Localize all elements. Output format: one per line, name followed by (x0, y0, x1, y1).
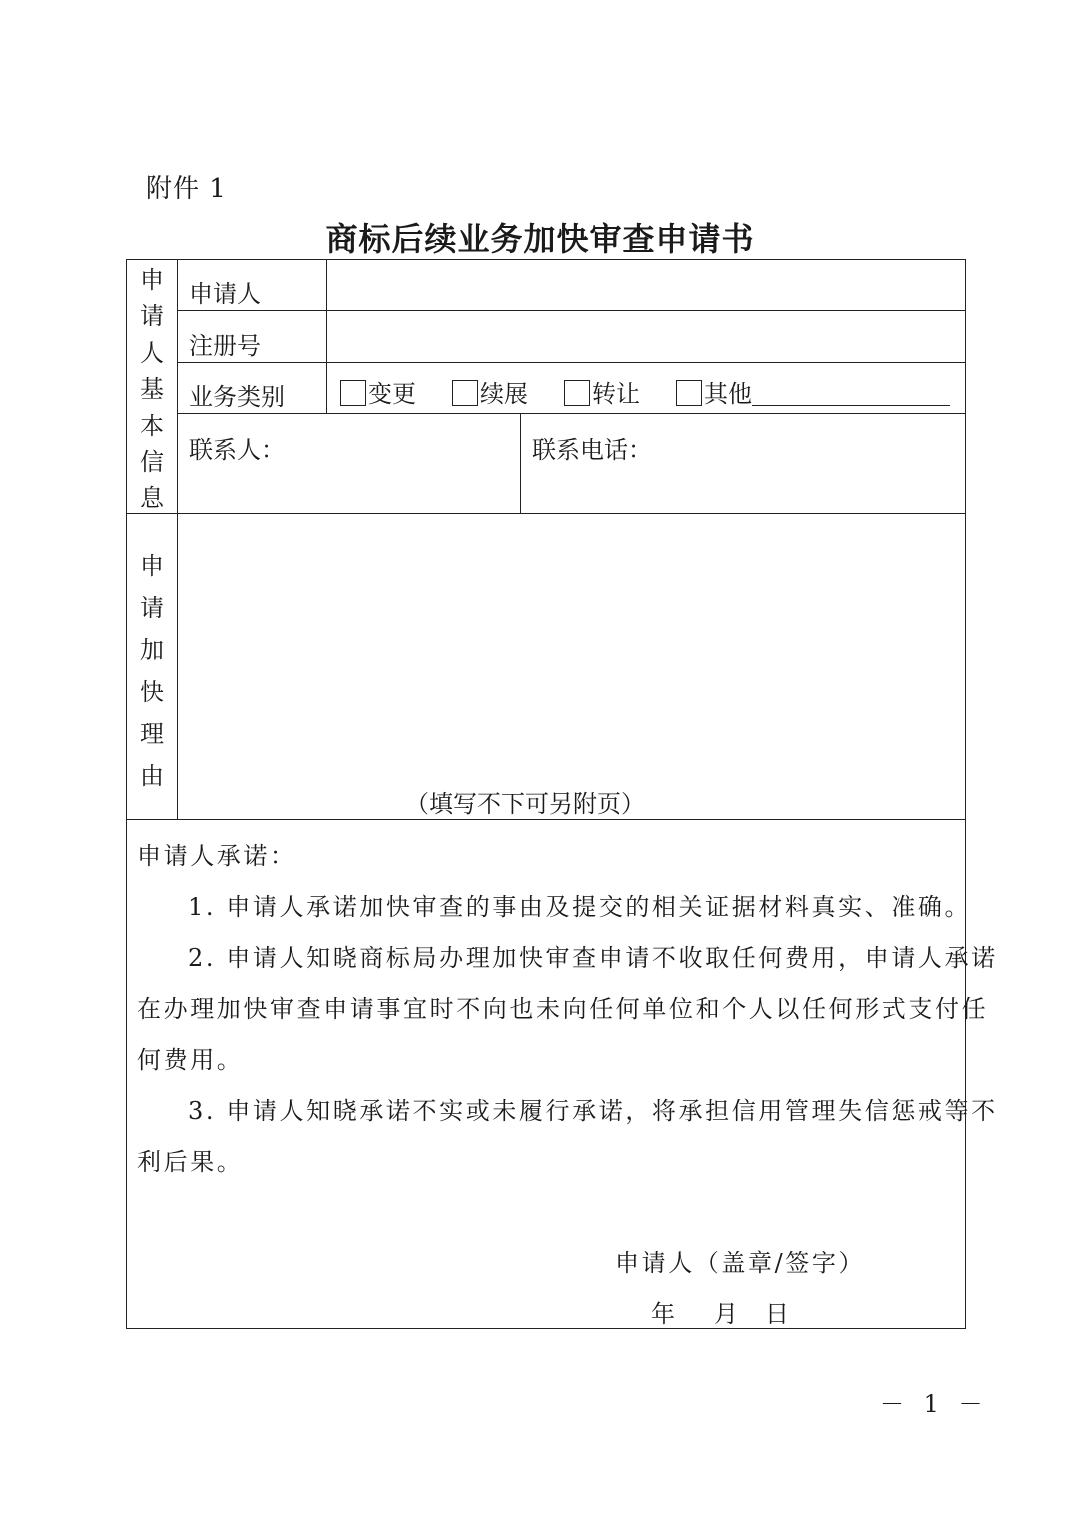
option-other[interactable]: 其他 (676, 374, 950, 409)
checkbox-other[interactable] (676, 380, 702, 406)
promise-heading: 申请人承诺： (137, 842, 297, 870)
contact-divider (520, 413, 521, 513)
attachment-label: 附件 1 (146, 174, 227, 204)
option-transfer[interactable]: 转让 (564, 374, 640, 409)
promise-line: 利后果。 (137, 1148, 244, 1176)
row-divider (177, 362, 965, 363)
checkbox-renewal[interactable] (452, 380, 478, 406)
checkbox-transfer[interactable] (564, 380, 590, 406)
option-change[interactable]: 变更 (340, 374, 416, 409)
field-column-divider (326, 260, 327, 413)
checkbox-change[interactable] (340, 380, 366, 406)
promise-line: 2. 申请人知晓商标局办理加快审查申请不收取任何费用，申请人承诺 (188, 944, 998, 972)
business-type-label: 业务类别 (189, 383, 285, 411)
section-divider (127, 513, 965, 514)
label-column-divider (177, 260, 178, 819)
signature-label: 申请人（盖章/签字） (615, 1249, 866, 1277)
promise-line: 1. 申请人承诺加快审查的事由及提交的相关证据材料真实、准确。 (188, 893, 972, 921)
date-year: 年 (651, 1300, 675, 1328)
date-day: 日 (765, 1300, 789, 1328)
option-renewal[interactable]: 续展 (452, 374, 528, 409)
promise-line: 3. 申请人知晓承诺不实或未履行承诺，将承担信用管理失信惩戒等不 (188, 1097, 998, 1125)
promise-line: 何费用。 (137, 1046, 244, 1074)
reg-no-field[interactable] (328, 313, 964, 361)
applicant-label: 申请人 (189, 280, 261, 308)
section-label-reason: 申 请 加 快 理 由 (140, 552, 164, 790)
row-divider (177, 413, 965, 414)
reason-note: （填写不下可另附页） (405, 790, 645, 818)
section-label-applicant-info: 申 请 人 基 本 信 息 (140, 266, 164, 513)
row-divider (177, 310, 965, 311)
reg-no-label: 注册号 (189, 332, 261, 360)
date-month: 月 (714, 1300, 738, 1328)
application-form (126, 259, 998, 1329)
page-number: － 1 － (880, 1390, 989, 1418)
contact-label: 联系人： (189, 436, 285, 464)
section-divider (127, 819, 965, 820)
phone-label: 联系电话： (532, 436, 652, 464)
page-title: 商标后续业务加快审查申请书 (325, 220, 755, 258)
promise-line: 在办理加快审查申请事宜时不向也未向任何单位和个人以任何形式支付任 (137, 995, 989, 1023)
other-input-line[interactable] (752, 381, 950, 406)
applicant-field[interactable] (328, 262, 964, 309)
reason-field[interactable] (179, 516, 964, 786)
